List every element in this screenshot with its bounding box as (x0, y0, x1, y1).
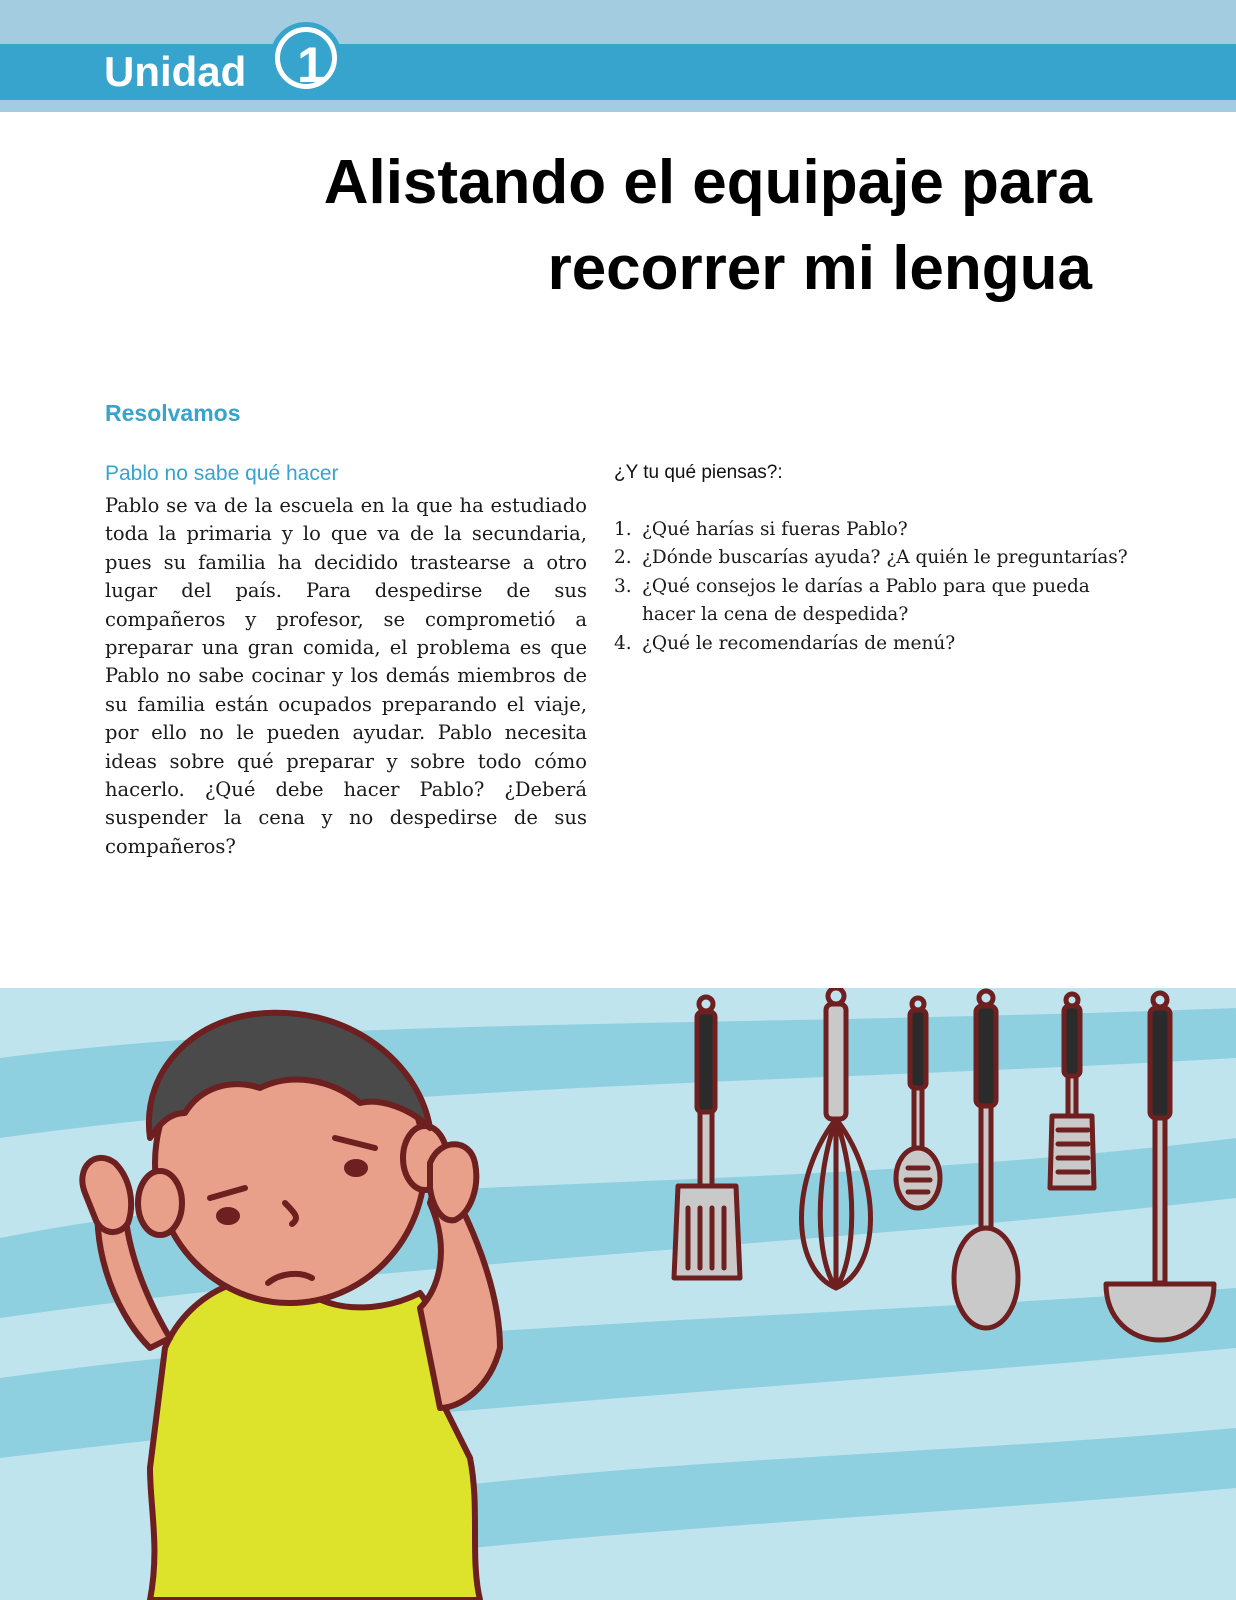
page-title (192, 140, 1092, 312)
page-title-line-1: Alistando el equipaje para (323, 148, 1092, 217)
question-text: ¿Qué le recomendarías de menú? (642, 632, 956, 654)
questions-list (614, 516, 1134, 658)
question-item (614, 630, 1134, 658)
question-item (614, 516, 1134, 544)
unit-badge-circle (280, 32, 332, 93)
boy-ear (138, 1171, 182, 1235)
question-item (614, 544, 1134, 572)
page-title-line-2: recorrer mi lengua (547, 234, 1092, 303)
question-number: 2. (614, 547, 632, 569)
question-text: ¿Qué consejos le darías a Pablo para que pueda hacer la cena de despedida? (642, 575, 1090, 626)
unit-number: 1 (297, 37, 325, 93)
unit-number-badge (270, 22, 342, 94)
question-text: ¿Qué harías si fueras Pablo? (642, 519, 908, 540)
kitchen-illustration (0, 988, 1236, 1600)
question-text: ¿Dónde buscarías ayuda? ¿A quién le preguntarías? (642, 547, 1128, 569)
question-number: 1. (614, 519, 632, 540)
story-title: Pablo no sabe qué hacer (105, 462, 339, 485)
question-number: 3. (614, 575, 632, 597)
unit-label: Unidad (104, 48, 247, 95)
boy-right-hand (430, 1144, 476, 1220)
question-number: 4. (614, 632, 632, 654)
section-heading: Resolvamos (105, 400, 241, 426)
boy-eye (347, 1162, 365, 1174)
boy-eye (219, 1210, 237, 1222)
questions-title: ¿Y tu qué piensas?: (614, 462, 783, 483)
question-item (614, 573, 1134, 630)
story-body: Pablo se va de la escuela en la que ha estudiado toda la primaria y lo que va de la secundaria, pues su familia ha decidido trastearse a otro lugar del país. Para despedirse de sus compañeros y profesor, se comprometió a preparar una gran comida, el problema es que Pablo no sabe cocinar y los demás miembros de su familia están ocupados preparando el viaje, por ello no le pueden ayudar. Pablo necesita ideas sobre qué preparar y sobre todo cómo hacerlo. ¿Qué debe hacer Pablo? ¿Deberá suspender la cena y no despedirse de sus compañeros? (105, 494, 587, 858)
